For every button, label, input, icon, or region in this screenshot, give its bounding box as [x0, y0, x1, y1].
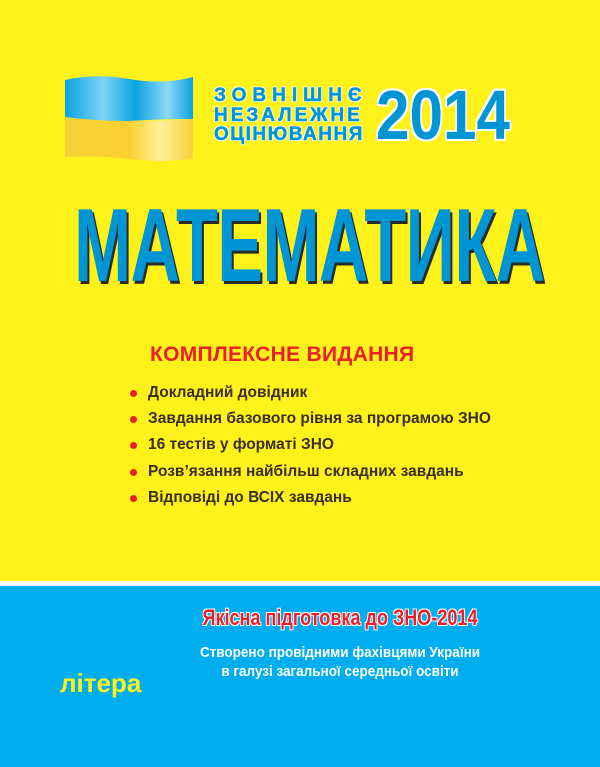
list-item [130, 489, 491, 515]
feature-text: 16 тестів у форматі ЗНО [148, 436, 334, 454]
year: 2014 [376, 76, 510, 154]
bullet-icon [130, 390, 137, 397]
tagline: Якісна підготовка до ЗНО-2014 [202, 605, 478, 630]
zno-line: ОЦІНЮВАННЯ [214, 124, 364, 145]
list-item [130, 384, 491, 410]
publisher-name: літера [60, 668, 142, 698]
ukraine-flag-icon [65, 75, 193, 163]
bullet-icon [130, 469, 137, 476]
publisher-logo-icon [58, 648, 158, 698]
list-item [130, 410, 491, 436]
bullet-icon [130, 495, 137, 502]
edition-subtitle: КОМПЛЕКСНЕ ВИДАННЯ [150, 343, 415, 366]
bullet-icon [130, 442, 137, 449]
book-title: МАТЕМАТИКА [74, 188, 545, 304]
feature-text: Відповіді до ВСІХ завдань [148, 488, 352, 506]
features-list [130, 384, 491, 515]
zno-line: ЗОВНІШНЄ [214, 85, 368, 106]
zno-label [214, 86, 367, 145]
feature-text: Докладний довідник [148, 384, 308, 401]
list-item [130, 436, 491, 462]
feature-text: Розв’язання найбільш складних завдань [148, 462, 464, 480]
bullet-icon [130, 416, 137, 423]
feature-text: Завдання базового рівня за програмою ЗНО [148, 410, 491, 428]
zno-line: НЕЗАЛЕЖНЕ [214, 104, 363, 126]
description-line: в галузі загальної середньої освіти [221, 663, 459, 680]
bottom-band [0, 586, 600, 767]
list-item [130, 463, 491, 489]
description-line: Створено провідними фахівцями України [199, 644, 481, 661]
